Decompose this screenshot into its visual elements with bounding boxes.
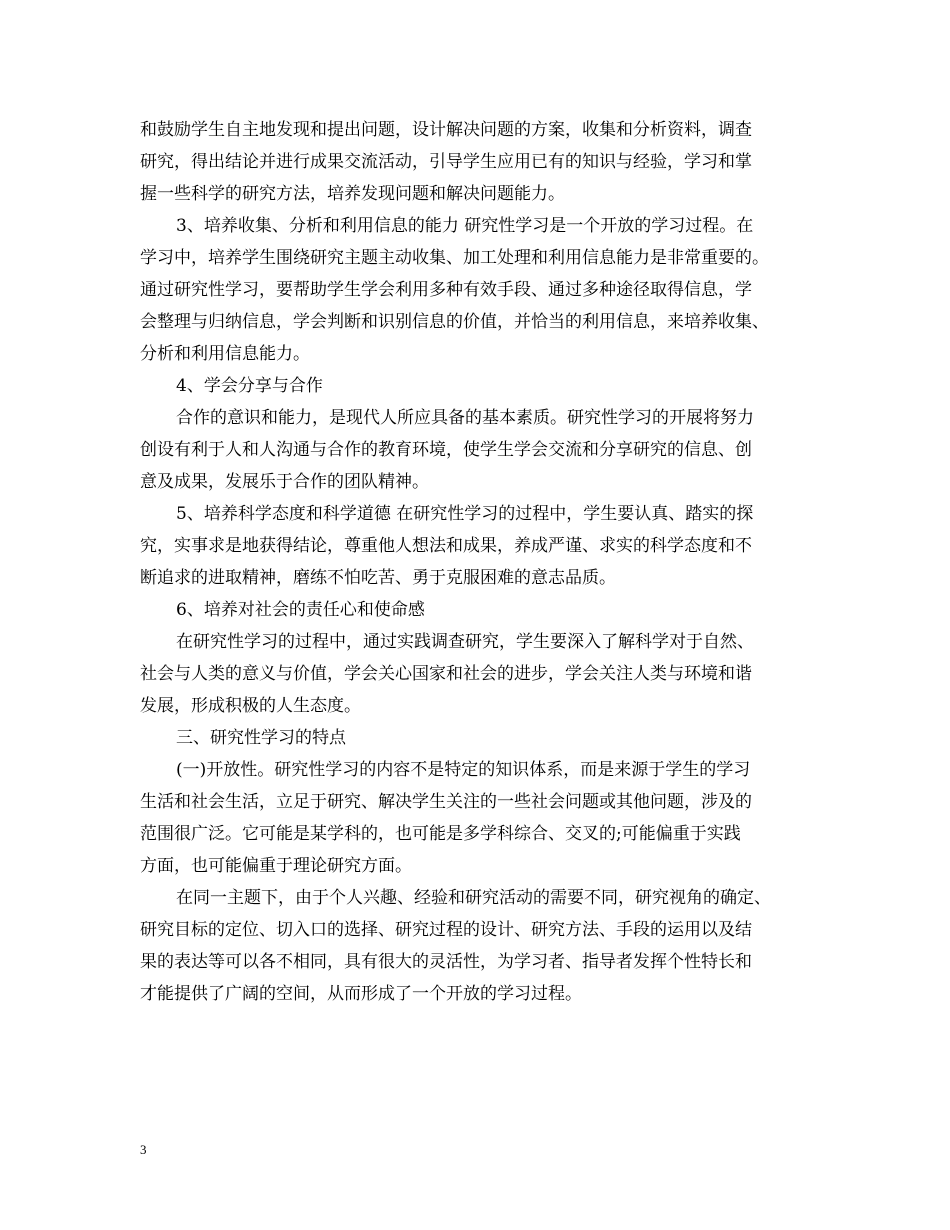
text-line: 生活和社会生活，立足于研究、解决学生关注的一些社会问题或其他问题，涉及的 (140, 792, 752, 812)
paragraph (140, 626, 820, 722)
text-line: 创设有利于人和人沟通与合作的教育环境，使学生学会交流和分享研究的信息、创 (140, 440, 752, 460)
page-number: 3 (140, 1142, 147, 1157)
text-line: 研究目标的定位、切入口的选择、研究过程的设计、研究方法、手段的运用以及结 (140, 920, 752, 940)
text-line: 6、培养对社会的责任心和使命感 (176, 600, 425, 620)
paragraph (140, 498, 820, 594)
text-line: 究，实事求是地获得结论，尊重他人想法和成果，养成严谨、求实的科学态度和不 (140, 536, 752, 556)
paragraph (140, 754, 820, 882)
text-line: 5、培养科学态度和科学道德 在研究性学习的过程中，学生要认真、踏实的探 (176, 504, 754, 524)
paragraph (140, 402, 820, 498)
paragraph (140, 882, 820, 1010)
paragraph (140, 594, 820, 626)
text-line: 3、培养收集、分析和利用信息的能力 研究性学习是一个开放的学习过程。在 (176, 216, 754, 236)
text-line: 在同一主题下，由于个人兴趣、经验和研究活动的需要不同，研究视角的确定、 (176, 888, 771, 908)
document-body (140, 114, 820, 1010)
paragraph (140, 114, 820, 210)
text-line: 方面，也可能偏重于理论研究方面。 (140, 856, 412, 876)
text-line: 握一些科学的研究方法，培养发现问题和解决问题能力。 (140, 184, 565, 204)
paragraph (140, 210, 820, 370)
text-line: 和鼓励学生自主地发现和提出问题，设计解决问题的方案，收集和分析资料，调查 (140, 120, 752, 140)
text-line: 社会与人类的意义与价值，学会关心国家和社会的进步，学会关注人类与环境和谐 (140, 664, 752, 684)
text-line: 合作的意识和能力，是现代人所应具备的基本素质。研究性学习的开展将努力 (176, 408, 754, 428)
text-line: 意及成果，发展乐于合作的团队精神。 (140, 472, 429, 492)
paragraph (140, 370, 820, 402)
text-line: 4、学会分享与合作 (176, 376, 323, 396)
text-line: 研究，得出结论并进行成果交流活动，引导学生应用已有的知识与经验，学习和掌 (140, 152, 752, 172)
text-line: 在研究性学习的过程中，通过实践调查研究，学生要深入了解科学对于自然、 (176, 632, 754, 652)
text-line: 果的表达等可以各不相同，具有很大的灵活性，为学习者、指导者发挥个性特长和 (140, 952, 752, 972)
text-line: (一)开放性。研究性学习的内容不是特定的知识体系，而是来源于学生的学习 (176, 760, 751, 780)
text-line: 发展，形成积极的人生态度。 (140, 696, 361, 716)
text-line: 范围很广泛。它可能是某学科的，也可能是多学科综合、交叉的;可能偏重于实践 (140, 824, 741, 844)
text-line: 才能提供了广阔的空间，从而形成了一个开放的学习过程。 (140, 984, 582, 1004)
text-line: 会整理与归纳信息，学会判断和识别信息的价值，并恰当的利用信息，来培养收集、 (140, 312, 769, 332)
paragraph (140, 722, 820, 754)
text-line: 学习中，培养学生围绕研究主题主动收集、加工处理和利用信息能力是非常重要的。 (140, 248, 769, 268)
text-line: 分析和利用信息能力。 (140, 344, 310, 364)
text-line: 三、研究性学习的特点 (176, 728, 346, 748)
text-line: 通过研究性学习，要帮助学生学会利用多种有效手段、通过多种途径取得信息，学 (140, 280, 752, 300)
text-line: 断追求的进取精神，磨练不怕吃苦、勇于克服困难的意志品质。 (140, 568, 616, 588)
